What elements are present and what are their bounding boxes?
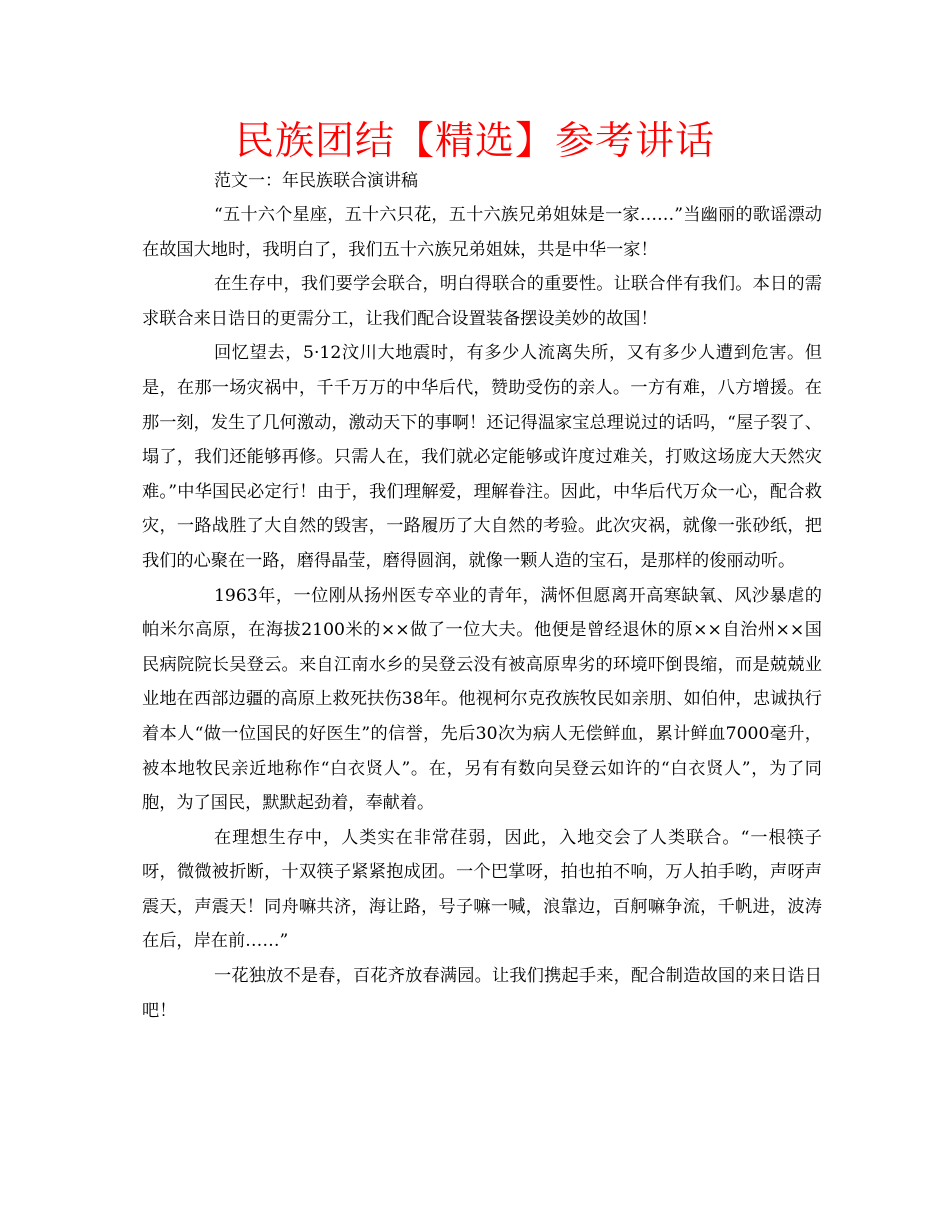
paragraph: 在理想生存中，人类实在非常荏弱，因此，入地交会了人类联合。“一根筷子呀，微微被折断，十双筷子紧紧抱成团。一个巴掌呀，拍也拍不响，万人拍手哟，声呀声震天，声震天！同舟嘛共济，海让路，号子嘛一喊，浪靠边，百舸嘛争流，千帆进，波涛在后，岸在前……” bbox=[142, 827, 822, 952]
paragraph: 1963年，一位刚从扬州医专卒业的青年，满怀但愿离开高寒缺氧、风沙暴虐的帕米尔高原，在海拔2100米的××做了一位大夫。他便是曾经退休的原××自治州××国民病院院长吴登云。来自江南水乡的吴登云没有被高原卑劣的环境吓倒畏缩，而是兢兢业业地在西部边疆的高原上救死扶伤38年。他视柯尔克孜族牧民如亲朋、如伯仲，忠诚执行着本人“做一位国民的好医生”的信誉，先后30次为病人无偿鲜血，累计鲜血7000毫升，被本地牧民亲近地称作“白衣贤人”。在，另有有数向吴登云如许的“白衣贤人”，为了同胞，为了国民，默默起劲着，奉献着。 bbox=[142, 585, 822, 814]
paragraph: 一花独放不是春，百花齐放春满园。让我们携起手来，配合制造故国的来日诰日吧！ bbox=[142, 966, 822, 1021]
paragraph: “五十六个星座，五十六只花，五十六族兄弟姐妹是一家……”当幽丽的歌谣漂动在故国大地时，我明白了，我们五十六族兄弟姐妹，共是中华一家！ bbox=[142, 205, 822, 260]
paragraph: 回忆望去，5·12汶川大地震时，有多少人流离失所，又有多少人遭到危害。但是，在那一场灾祸中，千千万万的中华后代，赞助受伤的亲人。一方有难，八方增援。在那一刻，发生了几何激动，激动天下的事啊！还记得温家宝总理说过的话吗，“屋子裂了、塌了，我们还能够再修。只需人在，我们就必定能够或许度过难关，打败这场庞大天然灾难。”中华国民必定行！由于，我们理解爱，理解眷注。因此，中华后代万众一心，配合救灾，一路战胜了大自然的毁害，一路履历了大自然的考验。此次灾祸，就像一张砂纸，把我们的心聚在一路，磨得晶莹，磨得圆润，就像一颗人造的宝石，是那样的俊丽动听。 bbox=[142, 343, 822, 571]
paragraph: 在生存中，我们要学会联合，明白得联合的重要性。让联合伴有我们。本日的需求联合来日诰日的更需分工，让我们配合设置装备摆设美妙的故国！ bbox=[142, 274, 822, 329]
document-subtitle: 范文一：年民族联合演讲稿 bbox=[214, 171, 418, 191]
document-title: 民族团结【精选】参考讲话 bbox=[234, 119, 715, 164]
document-body bbox=[142, 198, 822, 1028]
